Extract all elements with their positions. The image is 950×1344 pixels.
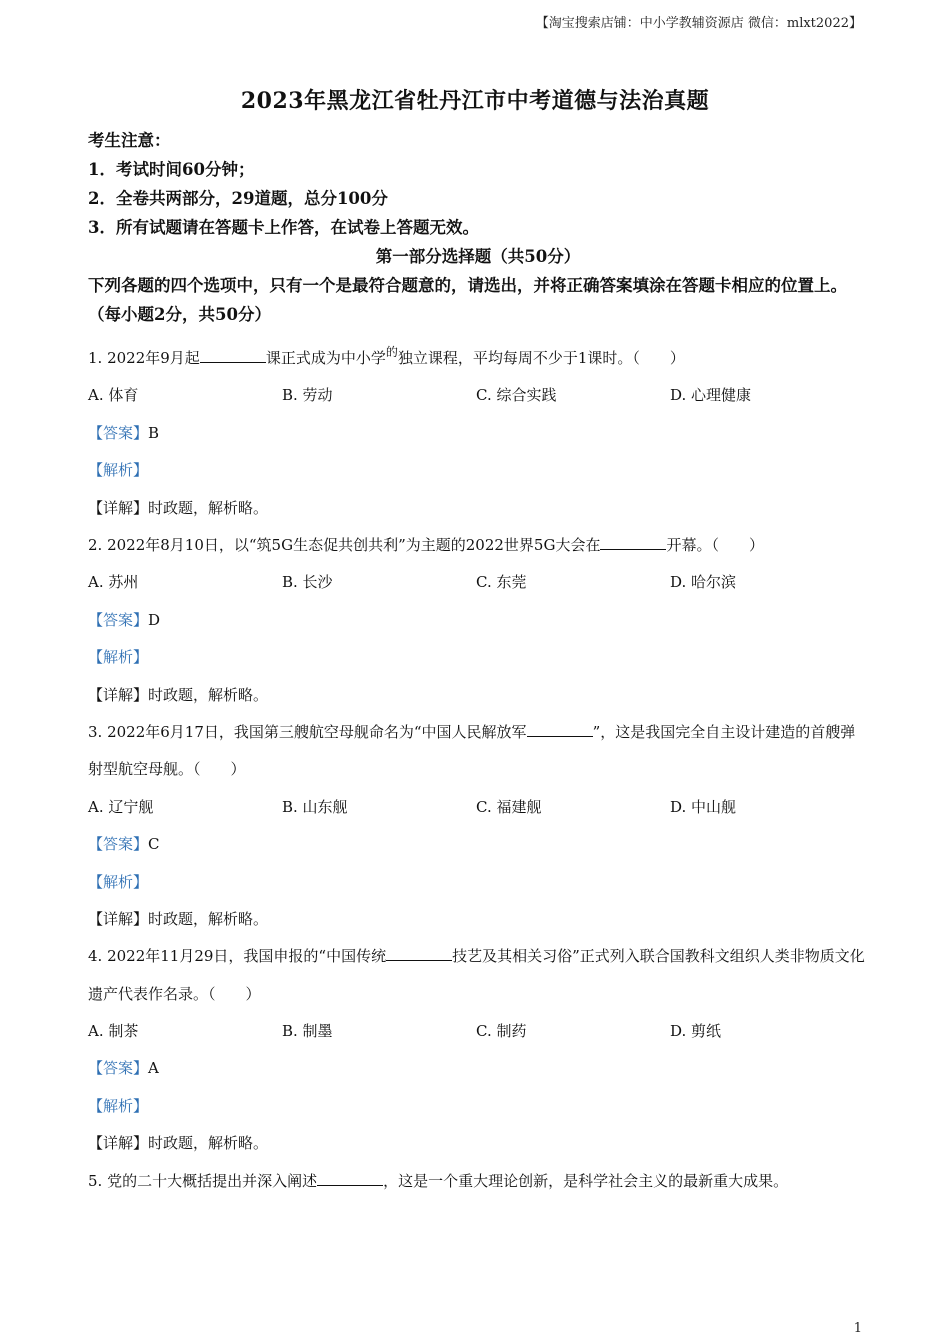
option-row — [88, 377, 868, 414]
detail-text: 时政题，解析略。 — [148, 685, 269, 704]
option-row — [88, 789, 868, 826]
option: B. 长沙 — [282, 573, 333, 592]
option-row — [88, 564, 868, 601]
answer-blank — [527, 722, 593, 737]
answer-line — [88, 602, 868, 639]
option: A. 辽宁舰 — [88, 797, 154, 816]
option: A. 苏州 — [88, 573, 139, 592]
analysis-line — [88, 1088, 868, 1125]
header-note: 【淘宝搜索店铺：中小学教辅资源店 微信：mlxt2022】 — [535, 16, 862, 31]
page-number: 1 — [853, 1321, 862, 1336]
answer-line — [88, 415, 868, 452]
analysis-line — [88, 452, 868, 489]
notice-item: 1．考试时间60分钟； — [88, 160, 255, 179]
answer-value: D — [148, 610, 161, 629]
answer-value: A — [148, 1059, 159, 1078]
answer-label: 【答案】 — [88, 1059, 149, 1078]
analysis-label: 【解析】 — [88, 648, 149, 667]
question-stem: 2. 2022年8月10日，以“筑5G生态促共创共利”为主题的2022世界5G大会在 开幕。（ ） — [88, 535, 764, 554]
answer-blank — [200, 348, 266, 363]
option: A. 制茶 — [88, 1022, 139, 1041]
option: D. 哈尔滨 — [670, 573, 737, 592]
option: D. 中山舰 — [670, 797, 737, 816]
option: C. 东莞 — [476, 573, 527, 592]
detail-label: 【详解】 — [88, 1134, 149, 1153]
page-title: 2023年黑龙江省牡丹江市中考道德与法治真题 — [240, 88, 710, 114]
question-stem: 1. 2022年9月起 课正式成为中小学$^的$独立课程，平均每周不少于1课时。（ ） — [88, 345, 685, 367]
answer-label: 【答案】 — [88, 835, 149, 854]
answer-line — [88, 1050, 868, 1087]
answer-value: C — [148, 835, 160, 854]
answer-label: 【答案】 — [88, 610, 149, 629]
notice-block — [88, 126, 868, 329]
answer-blank — [317, 1171, 383, 1186]
questions-area — [88, 340, 868, 1200]
option: B. 劳动 — [282, 386, 333, 405]
notice-item: 2．全卷共两部分，29道题，总分100分 — [88, 189, 388, 208]
option: C. 制药 — [476, 1022, 527, 1041]
detail-line — [88, 901, 868, 938]
notice-item: 3．所有试题请在答题卡上作答，在试卷上答题无效。 — [88, 218, 479, 237]
detail-label: 【详解】 — [88, 498, 149, 517]
detail-line — [88, 1125, 868, 1162]
part-instructions: 下列各题的四个选项中，只有一个是最符合题意的，请选出，并将正确答案填涂在答题卡相应的位置上。（每小题2分，共50分） — [88, 276, 847, 324]
analysis-label: 【解析】 — [88, 461, 149, 480]
answer-line — [88, 826, 868, 863]
detail-label: 【详解】 — [88, 685, 149, 704]
option: A. 体育 — [88, 386, 139, 405]
notice-heading: 考生注意： — [88, 131, 171, 150]
option: B. 制墨 — [282, 1022, 333, 1041]
option: D. 心理健康 — [670, 386, 752, 405]
detail-text: 时政题，解析略。 — [148, 1134, 269, 1153]
detail-text: 时政题，解析略。 — [148, 498, 269, 517]
question-stem: 3. 2022年6月17日，我国第三艘航空母舰命名为“中国人民解放军 ”，这是我国完全自主设计建造的首艘弹射型航空母舰。（ ） — [88, 722, 856, 779]
analysis-line — [88, 864, 868, 901]
option: C. 综合实践 — [476, 386, 557, 405]
answer-value: B — [148, 423, 160, 442]
answer-blank — [386, 946, 452, 961]
part-title: 第一部分选择题（共50分） — [375, 247, 581, 266]
option: C. 福建舰 — [476, 797, 542, 816]
answer-label: 【答案】 — [88, 423, 149, 442]
question-stem: 4. 2022年11月29日，我国申报的“中国传统 技艺及其相关习俗”正式列入联合国教科文组织人类非物质文化遗产代表作名录。（ ） — [88, 947, 865, 1003]
analysis-label: 【解析】 — [88, 1096, 149, 1115]
question-stem: 5. 党的二十大概括提出并深入阐述 ，这是一个重大理论创新，是科学社会主义的最新重大成果。 — [88, 1171, 789, 1190]
detail-line — [88, 677, 868, 714]
analysis-label: 【解析】 — [88, 872, 149, 891]
option: B. 山东舰 — [282, 797, 348, 816]
answer-blank — [600, 535, 666, 550]
detail-label: 【详解】 — [88, 909, 149, 928]
detail-text: 时政题，解析略。 — [148, 909, 269, 928]
analysis-line — [88, 639, 868, 676]
option-row — [88, 1013, 868, 1050]
detail-line — [88, 490, 868, 527]
option: D. 剪纸 — [670, 1022, 722, 1041]
